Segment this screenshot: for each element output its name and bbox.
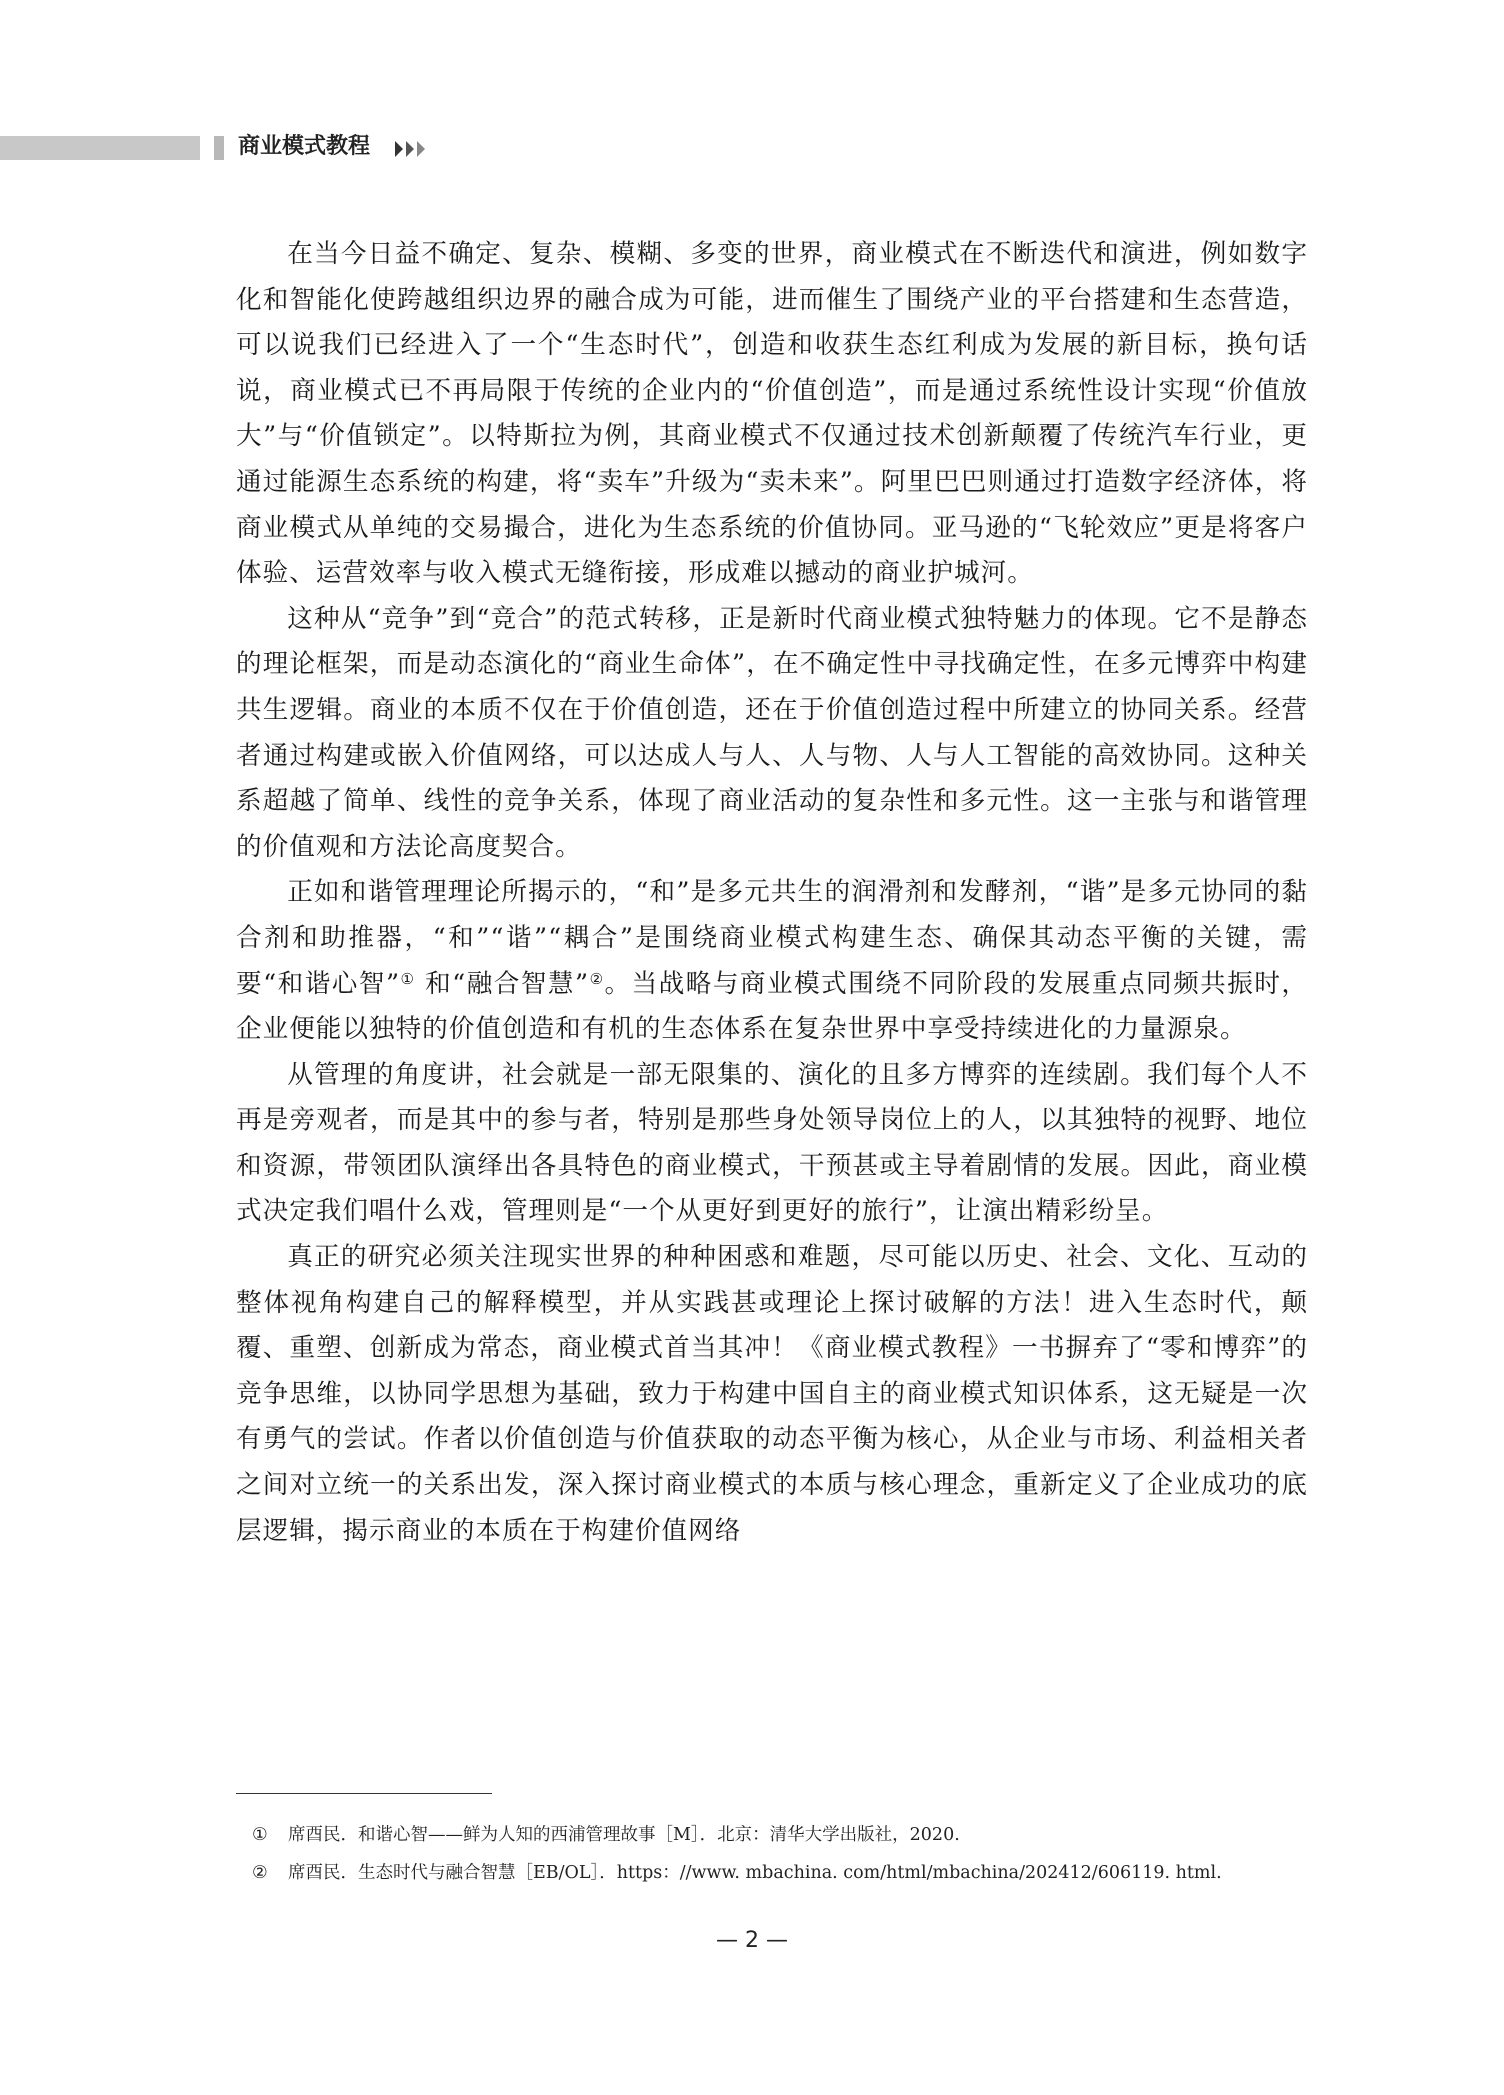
paragraph-5: 真正的研究必须关注现实世界的种种困惑和难题，尽可能以历史、社会、文化、互动的整体视角构建自己的解释模型，并从实践甚或理论上探讨破解的方法！进入生态时代，颠覆、重塑、创新成为常态，商业模式首当其冲！《商业模式教程》一书摒弃了“零和博弈”的竞争思维，以协同学思想为基础，致力于构建中国自主的商业模式知识体系，这无疑是一次有勇气的尝试。作者以价值创造与价值获取的动态平衡为核心，从企业与市场、利益相关者之间对立统一的关系出发，深入探讨商业模式的本质与核心理念，重新定义了企业成功的底层逻辑，揭示商业的本质在于构建价值网络 [236,1242,1308,1546]
footnote-2-mark: ② [252,1863,268,1883]
running-header-title: 商业模式教程 [238,134,371,159]
header-marker-block [214,136,224,160]
paragraph-3-part-2: 和“融合智慧” [415,968,590,999]
footnote-1-text: 席酉民．和谐心智——鲜为人知的西浦管理故事［M］．北京：清华大学出版社，2020. [288,1825,960,1845]
footnote-1-mark: ① [252,1825,268,1845]
running-header [0,129,1504,165]
footnote-ref-1[interactable]: ① [400,969,416,988]
paragraph-1: 在当今日益不确定、复杂、模糊、多变的世界，商业模式在不断迭代和演进，例如数字化和智能化使跨越组织边界的融合成为可能，进而催生了围绕产业的平台搭建和生态营造，可以说我们已经进入了一个“生态时代”，创造和收获生态红利成为发展的新目标，换句话说，商业模式已不再局限于传统的企业内的“价值创造”，而是通过系统性设计实现“价值放大”与“价值锁定”。以特斯拉为例，其商业模式不仅通过技术创新颠覆了传统汽车行业，更通过能源生态系统的构建，将“卖车”升级为“卖未来”。阿里巴巴则通过打造数字经济体，将商业模式从单纯的交易撮合，进化为生态系统的价值协同。亚马逊的“飞轮效应”更是将客户体验、运营效率与收入模式无缝衔接，形成难以撼动的商业护城河。 [236,239,1308,589]
paragraph-3-part-3: 。当战略与商业模式围绕不同阶段的发展重点同频共振时，企业便能以独特的价值创造和有机的生态体系在复杂世界中享受持续进化的力量源泉。 [236,968,1309,1045]
header-arrows-icon [395,139,435,159]
footnotes [252,1816,1312,1892]
footnote-2 [252,1854,1312,1892]
paragraph-3-part-1: 正如和谐管理理论所揭示的，“和”是多元共生的润滑剂和发酵剂，“谐”是多元协同的黏合剂和助推器，“和”“谐”“耦合”是围绕商业模式构建生态、确保其动态平衡的关键，需要“和谐心智” [236,877,1308,999]
footnote-2-text: 席酉民．生态时代与融合智慧［EB/OL］．https：//www. mbachina. com/html/mbachina/202412/606119. html. [288,1863,1222,1883]
page-number: — 2 — [716,1928,788,1953]
paragraph-3 [236,870,1308,1052]
header-gray-bar [0,136,200,160]
paragraph-4: 从管理的角度讲，社会就是一部无限集的、演化的且多方博弈的连续剧。我们每个人不再是旁观者，而是其中的参与者，特别是那些身处领导岗位上的人，以其独特的视野、地位和资源，带领团队演绎出各具特色的商业模式，干预甚或主导着剧情的发展。因此，商业模式决定我们唱什么戏，管理则是“一个从更好到更好的旅行”，让演出精彩纷呈。 [236,1059,1308,1227]
footnote-divider [236,1793,492,1794]
footnote-ref-2[interactable]: ② [589,969,605,988]
paragraph-2: 这种从“竞争”到“竞合”的范式转移，正是新时代商业模式独特魅力的体现。它不是静态的理论框架，而是动态演化的“商业生命体”，在不确定性中寻找确定性，在多元博弈中构建共生逻辑。商业的本质不仅在于价值创造，还在于价值创造过程中所建立的协同关系。经营者通过构建或嵌入价值网络，可以达成人与人、人与物、人与人工智能的高效协同。这种关系超越了简单、线性的竞争关系，体现了商业活动的复杂性和多元性。这一主张与和谐管理的价值观和方法论高度契合。 [236,603,1308,862]
footnote-1 [252,1816,1312,1854]
body-text [236,232,1308,1554]
